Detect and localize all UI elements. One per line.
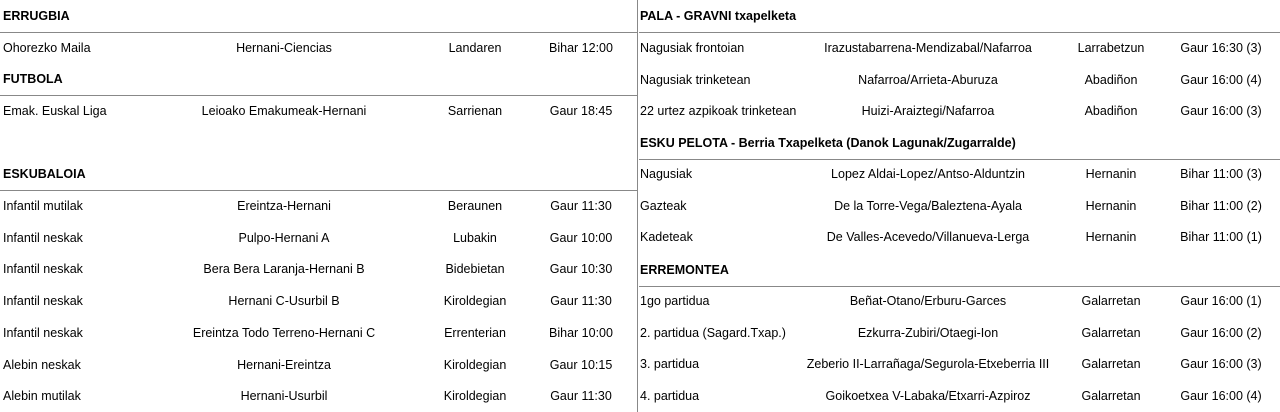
section-title: ESKUBALOIA [3,167,86,181]
match-cell: Nafarroa/Arrieta-Aburuza [858,72,998,87]
table-row [639,285,1280,317]
section-title: ERRUGBIA [3,9,70,23]
time-cell: Gaur 16:30 (3) [1180,41,1262,55]
table-row [639,317,1280,349]
table-row [639,32,1280,64]
time-cell: Gaur 16:00 (4) [1180,72,1262,87]
table-row [0,253,637,285]
time-cell: Gaur 10:30 [549,262,613,277]
time-cell: Gaur 11:30 [550,294,612,309]
category-cell: Gazteak [640,198,687,213]
category-cell: 4. partidua [640,389,700,404]
table-row [0,317,637,349]
venue-cell: Kiroldegian [443,294,507,309]
venue-cell: Hernanin [1085,198,1137,213]
match-cell: Lopez Aldai-Lopez/Antso-Alduntzin [831,167,1025,181]
table-row [639,190,1280,222]
venue-cell: Beraunen [447,199,503,213]
time-cell: Bihar 11:00 (1) [1180,230,1262,245]
section-title: PALA - GRAVNI txapelketa [640,9,797,23]
match-cell: Ezkurra-Zubiri/Otaegi-Ion [857,325,999,340]
venue-cell: Hernanin [1085,230,1137,245]
table-row [0,285,637,317]
venue-cell: Landaren [448,41,502,55]
match-cell: De la Torre-Vega/Baleztena-Ayala [834,198,1022,213]
time-cell: Bihar 12:00 [549,41,613,55]
match-cell: Bera Bera Laranja-Hernani B [203,262,365,277]
match-cell: Ereintza-Hernani [237,199,331,213]
table-row [0,349,637,381]
venue-cell: Errenterian [444,325,506,340]
match-cell: Zeberio II-Larrañaga/Segurola-Etxeberria III [806,357,1050,372]
section-header-pala [639,0,1280,33]
time-cell: Gaur 16:00 (3) [1180,357,1262,372]
venue-cell: Galarretan [1081,294,1141,308]
time-cell: Gaur 16:00 (1) [1180,294,1262,308]
match-cell: Huizi-Araiztegi/Nafarroa [861,104,995,119]
match-cell: Pulpo-Hernani A [238,230,330,245]
time-cell: Gaur 10:15 [549,357,613,372]
category-cell: Infantil mutilak [3,199,83,213]
category-cell: Infantil neskak [3,262,83,277]
time-cell: Gaur 18:45 [549,104,613,118]
time-cell: Gaur 11:30 [550,199,612,213]
section-header-rugby [0,0,637,33]
time-cell: Gaur 16:00 (3) [1180,104,1262,119]
category-cell: 2. partidua (Sagard.Txap.) [640,325,786,340]
table-row [0,222,637,254]
venue-cell: Hernanin [1085,167,1137,181]
section-header-erremontea [639,254,1280,287]
category-cell: Nagusiak frontoian [640,41,745,55]
match-cell: Ereintza Todo Terreno-Hernani C [192,325,376,340]
venue-cell: Larrabetzun [1077,41,1145,55]
category-cell: Kadeteak [640,230,693,245]
table-row [639,95,1280,127]
category-cell: 22 urtez azpikoak trinketean [640,104,797,119]
time-cell: Bihar 11:00 (3) [1180,167,1262,181]
match-cell: Hernani-Ereintza [237,357,331,372]
time-cell: Bihar 11:00 (2) [1180,198,1262,213]
table-row [639,64,1280,96]
venue-cell: Galarretan [1081,325,1141,340]
section-header-handball [0,158,637,191]
match-cell: Hernani-Usurbil [240,389,328,404]
category-cell: Infantil neskak [3,294,83,309]
time-cell: Gaur 16:00 (4) [1180,389,1262,404]
category-cell: Alebin neskak [3,357,81,372]
match-cell: Hernani C-Usurbil B [228,294,340,309]
table-row [639,348,1280,380]
left-schedule-column [0,0,637,412]
section-title: FUTBOLA [3,72,63,86]
table-row [0,95,637,127]
time-cell: Gaur 10:00 [549,230,613,245]
category-cell: Ohorezko Maila [3,41,91,55]
venue-cell: Galarretan [1081,389,1141,404]
section-title: ESKU PELOTA - Berria Txapelketa (Danok Lagunak/Zugarralde) [640,136,1016,150]
venue-cell: Galarretan [1081,357,1141,372]
time-cell: Gaur 16:00 (2) [1180,325,1262,340]
venue-cell: Sarrienan [447,104,503,118]
category-cell: Infantil neskak [3,325,83,340]
venue-cell: Kiroldegian [443,357,507,372]
table-row [639,380,1280,412]
table-row [0,380,637,412]
match-cell: Hernani-Ciencias [236,41,332,55]
category-cell: Nagusiak [640,167,693,181]
table-row [0,190,637,222]
time-cell: Gaur 11:30 [550,389,612,404]
table-row [639,221,1280,253]
section-title: ERREMONTEA [640,263,729,277]
match-cell: Irazustabarrena-Mendizabal/Nafarroa [824,41,1032,55]
section-header-football [0,63,637,96]
venue-cell: Lubakin [453,230,497,245]
category-cell: Infantil neskak [3,230,83,245]
venue-cell: Abadiñon [1084,104,1138,119]
time-cell: Bihar 10:00 [549,325,613,340]
match-cell: Goikoetxea V-Labaka/Etxarri-Azpiroz [825,389,1031,404]
venue-cell: Abadiñon [1084,72,1138,87]
category-cell: Alebin mutilak [3,389,81,404]
section-header-esku-pelota [639,127,1280,160]
table-row [639,158,1280,190]
table-row [0,32,637,64]
match-cell: De Valles-Acevedo/Villanueva-Lerga [826,230,1030,245]
venue-cell: Kiroldegian [443,389,507,404]
venue-cell: Bidebietan [445,262,505,277]
category-cell: 3. partidua [640,357,700,372]
category-cell: Nagusiak trinketean [640,72,751,87]
category-cell: Emak. Euskal Liga [3,104,107,118]
column-divider [637,0,638,412]
match-cell: Leioako Emakumeak-Hernani [201,104,367,118]
right-schedule-column [639,0,1280,412]
match-cell: Beñat-Otano/Erburu-Garces [849,294,1007,308]
category-cell: 1go partidua [640,294,710,308]
